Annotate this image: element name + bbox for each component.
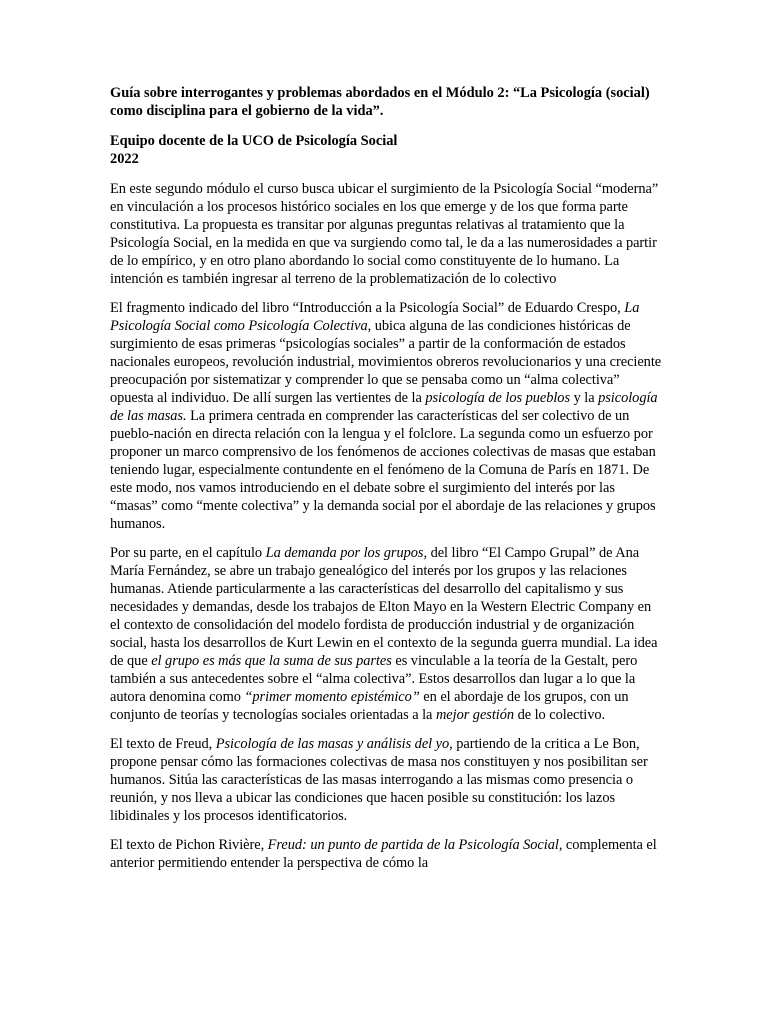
paragraph-text: en el abordaje de los grupos, con un conjunto de teorías y tecnologías sociales orientadas a la	[110, 689, 629, 723]
body-paragraph	[110, 180, 662, 288]
italic-text: Freud: un punto de partida de la Psicología Social	[267, 837, 559, 853]
document-page	[110, 84, 662, 883]
paragraph-text: En este segundo módulo el curso busca ubicar el surgimiento de la Psicología Social “moderna” en vinculación a los procesos histórico sociales en los que emerge y de los que forma parte constitutiva. La propuesta es transitar por algunas preguntas relativas al tratamiento que la Psicología Social, en la medida en que va surgiendo como tal, le da a las numerosidades a partir de lo empírico, y en otro plano abordando lo social como constituyente de lo humano. La intención es también ingresar al terreno de la problematización de lo colectivo	[110, 181, 659, 287]
paragraph-text: Por su parte, en el capítulo	[110, 545, 266, 561]
body-paragraph	[110, 735, 662, 825]
document-body	[110, 180, 662, 872]
team-heading	[110, 132, 662, 168]
italic-text: mejor gestión	[435, 707, 515, 723]
paragraph-text: , ubica alguna de las condiciones históricas de surgimiento de esas primeras “psicologías sociales” a partir de la conformación de estados nacionales europeos, revolución industrial, movimientos obreros revolucionarios y una creciente preocupación por sistematizar y comprender lo que se pensaba como un “alma colectiva” opuesta al individuo. De allí surgen las vertientes de la	[110, 318, 662, 406]
italic-text: psicología de las masas.	[110, 390, 658, 424]
body-paragraph	[110, 299, 662, 533]
italic-text: “primer momento epistémico”	[244, 689, 420, 705]
paragraph-text: , partiendo de la critica a Le Bon, propone pensar cómo las formaciones colectivas de masa nos constituyen y nos posibilitan ser humanos. Sitúa las características de las masas interrogando a las mismas como presencia o reunión, y nos lleva a ubicar las condiciones que hacen posible su constitución: los lazos libidinales y los procesos identificatorios.	[110, 736, 648, 824]
paragraph-text: , del libro “El Campo Grupal” de Ana María Fernández, se abre un trabajo genealógico del interés por los grupos y las relaciones humanas. Atiende particularmente a las características del desarrollo del capitalismo y sus necesidades y demandas, desde los trabajos de Elton Mayo en la Western Electric Company en el contexto de consolidación del modelo fordista de producción industrial y de organización social, hasta los desarrollos de Kurt Lewin en el contexto de la segunda guerra mundial. La idea de que	[110, 545, 658, 669]
paragraph-text: , complementa el anterior permitiendo entender la perspectiva de cómo la	[110, 837, 657, 871]
italic-text: Psicología de las masas y análisis del yo	[215, 736, 450, 752]
italic-text: La demanda por los grupos	[265, 545, 424, 561]
team-name: Equipo docente de la UCO de Psicología Social	[110, 133, 398, 149]
paragraph-text: El texto de Pichon Rivière,	[110, 837, 268, 853]
paragraph-text: El fragmento indicado del libro “Introducción a la Psicología Social” de Eduardo Crespo,	[110, 300, 625, 316]
paragraph-text: de lo colectivo.	[514, 707, 606, 723]
body-paragraph	[110, 544, 662, 724]
italic-text: psicología de los pueblos	[425, 390, 571, 406]
paragraph-text: El texto de Freud,	[110, 736, 216, 752]
paragraph-text: La primera centrada en comprender las características del ser colectivo de un pueblo-nación en directa relación con la lengua y el folclore. La segunda como un esfuerzo por proponer un marco comprensivo de los fenómenos de acciones colectivas de masas que estaban teniendo lugar, especialmente contundente en el fenómeno de la Comuna de París en 1871. De este modo, nos vamos introduciendo en el debate sobre el surgimiento del interés por las “masas” como “mente colectiva” y la demanda social por el abordaje de las relaciones y grupos humanos.	[110, 408, 656, 532]
paragraph-text: y la	[570, 390, 599, 406]
document-title: Guía sobre interrogantes y problemas abordados en el Módulo 2: “La Psicología (social) como disciplina para el gobierno de la vida”.	[110, 85, 650, 119]
italic-text: el grupo es más que la suma de sus partes	[151, 653, 392, 669]
paragraph-text: es vinculable a la teoría de la Gestalt, pero también a sus antecedentes sobre el “alma colectiva”. Estos desarrollos dan lugar a lo que la autora denomina como	[110, 653, 638, 705]
body-paragraph	[110, 836, 662, 872]
italic-text: La Psicología Social como Psicología Colectiva	[110, 300, 640, 334]
document-year: 2022	[110, 151, 139, 167]
